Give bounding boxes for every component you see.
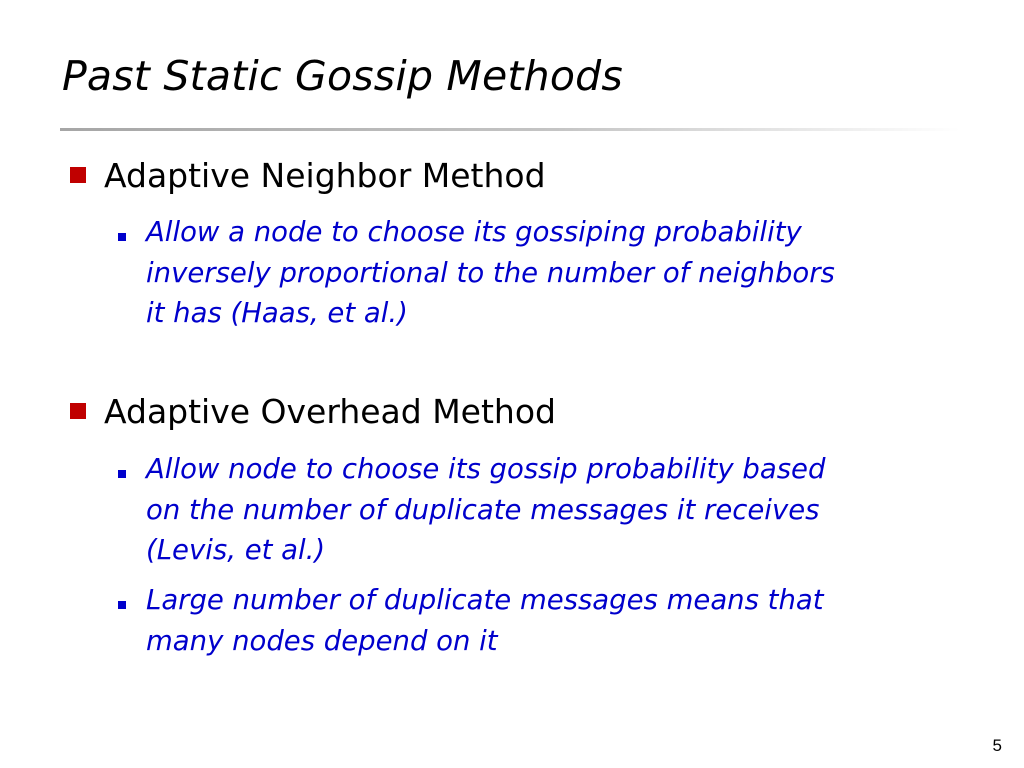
page-number: 5 bbox=[992, 736, 1002, 755]
square-bullet-icon bbox=[70, 403, 86, 419]
sub-bullet-line: many nodes depend on it bbox=[146, 624, 498, 657]
sub-bullet-text bbox=[146, 212, 966, 334]
sub-bullet-line: Large number of duplicate messages means that bbox=[146, 584, 824, 616]
small-square-bullet-icon bbox=[118, 233, 126, 241]
bullet-adaptive-overhead-method bbox=[70, 392, 556, 432]
bullet-text: Adaptive Overhead Method bbox=[104, 392, 556, 431]
sub-bullet-line: (Levis, et al.) bbox=[146, 534, 326, 566]
bullet-adaptive-neighbor-method bbox=[70, 156, 546, 196]
small-square-bullet-icon bbox=[118, 601, 126, 609]
sub-bullet-line: Allow node to choose its gossip probability based bbox=[146, 453, 826, 485]
sub-bullet-line: it has (Haas, et al.) bbox=[146, 297, 408, 329]
sub-bullet-line: on the number of duplicate messages it receives bbox=[146, 493, 820, 526]
small-square-bullet-icon bbox=[118, 470, 126, 478]
sub-bullet-haas bbox=[118, 216, 966, 334]
bullet-text: Adaptive Neighbor Method bbox=[104, 156, 546, 195]
sub-bullet-duplicates bbox=[118, 584, 966, 661]
square-bullet-icon bbox=[70, 167, 86, 183]
sub-bullet-line: inversely proportional to the number of neighbors bbox=[146, 256, 835, 289]
sub-bullet-text bbox=[146, 580, 966, 661]
sub-bullet-text bbox=[146, 449, 966, 571]
sub-bullet-line: Allow a node to choose its gossiping probability bbox=[146, 216, 802, 248]
sub-bullet-levis bbox=[118, 453, 966, 571]
slide-title: Past Static Gossip Methods bbox=[62, 52, 623, 100]
